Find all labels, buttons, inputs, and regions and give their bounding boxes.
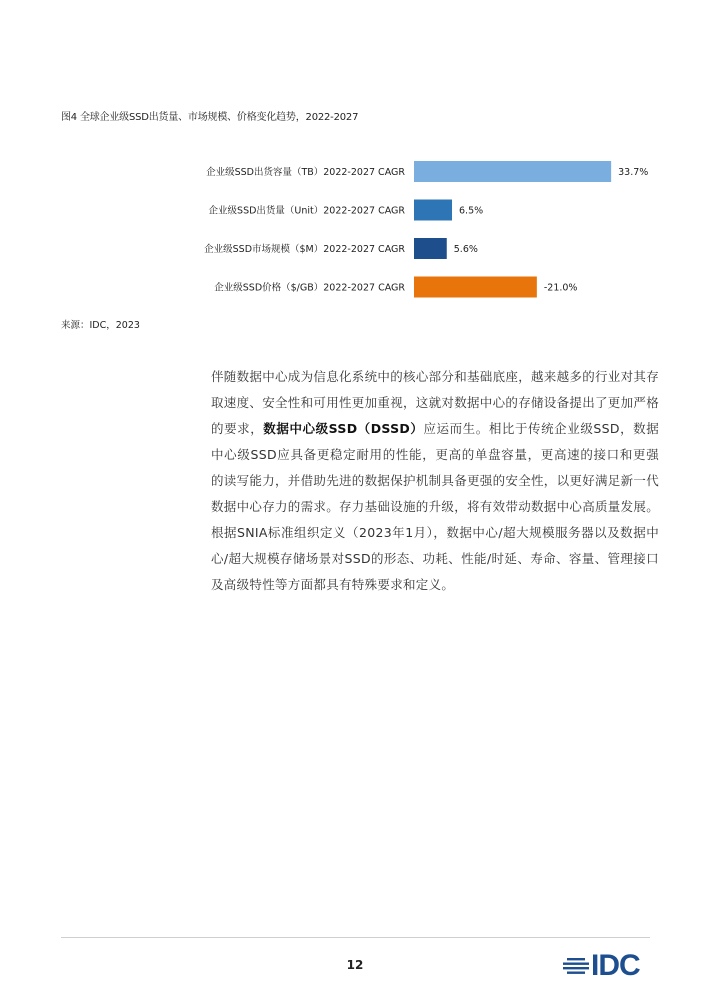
value-label: 6.5% [459,205,484,217]
bar [414,277,537,298]
body-paragraph [211,364,659,598]
footer-divider [61,937,650,938]
category-label: 企业级SSD出货量（Unit）2022-2027 CAGR [208,205,405,217]
body-text-bold-term: 数据中心级SSD（DSSD） [263,421,424,436]
category-label: 企业级SSD市场规模（$M）2022-2027 CAGR [204,244,405,255]
category-label: 企业级SSD价格（$/GB）2022-2027 CAGR [214,282,405,294]
body-text-part-1: 伴随数据中心成为信息化系统中的核心部分和基础底座，越来越多的行业对其存取速度、安全性和可用性更加重视，这就对数据中心的存储设备提出了更加严格的要求， [211,369,660,436]
figure-source: 来源：IDC，2023 [61,320,140,331]
logo-wordmark: IDC [591,949,640,982]
value-label: 33.7% [618,167,649,178]
category-label: 企业级SSD出货容量（TB）2022-2027 CAGR [206,167,405,178]
value-label: 5.6% [453,244,478,255]
bar [414,161,611,182]
idc-logo [561,951,653,981]
value-label: -21.0% [543,282,578,294]
globe-icon [561,951,591,981]
cagr-bar-chart [0,150,710,310]
page-number: 12 [346,958,364,972]
bar [414,238,447,259]
body-text-part-2: 应运而生。相比于传统企业级SSD，数据中心级SSD应具备更稳定耐用的性能，更高的单盘容量，更高速的接口和更强的读写能力，并借助先进的数据保护机制具备更强的安全性，以更好满足新一代数据中心存力的需求。存力基础设施的升级，将有效带动数据中心高质量发展。根据SNIA标准组织定义（2023年1月），数据中心/超大规模服务器以及数据中心/超大规模存储场景对SSD的形态、功耗、性能/时延、寿命、容量、管理接口及高级特性等方面都具有特殊要求和定义。 [211,421,660,592]
bar [414,200,452,221]
figure-caption: 图4 全球企业级SSD出货量、市场规模、价格变化趋势，2022-2027 [61,112,359,123]
chart-svg [0,150,710,310]
